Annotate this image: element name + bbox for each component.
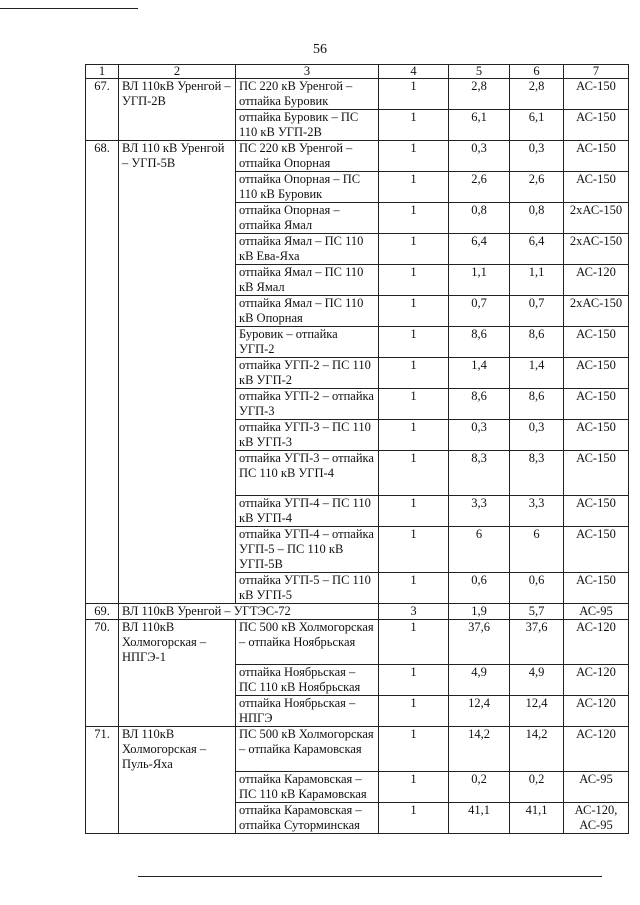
length-circuit: 4,9	[510, 665, 564, 696]
segment-name: отпайка УГП-4 – отпайка УГП-5 – ПС 110 кВ УГП-5В	[236, 527, 379, 573]
row-number: 69.	[86, 604, 119, 620]
circuit-count: 1	[379, 803, 449, 834]
length-circuit: 8,3	[510, 451, 564, 496]
length-circuit: 1,1	[510, 265, 564, 296]
length-route: 12,4	[449, 696, 510, 727]
length-route: 0,3	[449, 141, 510, 172]
length-route: 6,4	[449, 234, 510, 265]
circuit-count: 1	[379, 327, 449, 358]
conductor-type: АС-95	[564, 604, 629, 620]
length-circuit: 8,6	[510, 327, 564, 358]
conductor-type: АС-150	[564, 389, 629, 420]
length-route: 4,9	[449, 665, 510, 696]
conductor-type: 2хАС-150	[564, 296, 629, 327]
circuit-count: 1	[379, 358, 449, 389]
table-row	[86, 620, 629, 665]
top-rule	[0, 8, 138, 9]
conductor-type: АС-120	[564, 665, 629, 696]
segment-name: отпайка Буровик – ПС 110 кВ УГП-2В	[236, 110, 379, 141]
table-row	[86, 604, 629, 620]
header-col-7: 7	[564, 65, 629, 79]
table-body	[86, 65, 629, 834]
line-name: ВЛ 110кВ Холмогорская – НПГЭ-1	[119, 620, 236, 727]
row-number: 68.	[86, 141, 119, 604]
segment-name: отпайка УГП-2 – отпайка УГП-3	[236, 389, 379, 420]
line-name: ВЛ 110кВ Уренгой – УГТЭС-72	[119, 604, 379, 620]
circuit-count: 1	[379, 665, 449, 696]
length-circuit: 3,3	[510, 496, 564, 527]
conductor-type: АС-150	[564, 327, 629, 358]
transmission-lines-table	[85, 64, 629, 834]
line-name: ВЛ 110кВ Холмогорская – Пуль-Яха	[119, 727, 236, 834]
conductor-type: АС-150	[564, 141, 629, 172]
segment-name: отпайка УГП-5 – ПС 110 кВ УГП-5	[236, 573, 379, 604]
row-number: 71.	[86, 727, 119, 834]
segment-name: отпайка Карамовская – ПС 110 кВ Карамовская	[236, 772, 379, 803]
circuit-count: 1	[379, 141, 449, 172]
segment-name: ПС 500 кВ Холмогорская – отпайка Карамовская	[236, 727, 379, 772]
length-route: 1,9	[449, 604, 510, 620]
header-col-5: 5	[449, 65, 510, 79]
length-route: 8,6	[449, 389, 510, 420]
length-circuit: 6,4	[510, 234, 564, 265]
length-route: 0,8	[449, 203, 510, 234]
length-circuit: 5,7	[510, 604, 564, 620]
segment-name: отпайка Опорная – ПС 110 кВ Буровик	[236, 172, 379, 203]
circuit-count: 1	[379, 573, 449, 604]
conductor-type: 2хАС-150	[564, 234, 629, 265]
circuit-count: 1	[379, 389, 449, 420]
length-route: 6	[449, 527, 510, 573]
length-circuit: 0,7	[510, 296, 564, 327]
length-route: 0,2	[449, 772, 510, 803]
circuit-count: 1	[379, 203, 449, 234]
length-circuit: 14,2	[510, 727, 564, 772]
circuit-count: 1	[379, 451, 449, 496]
circuit-count: 1	[379, 234, 449, 265]
conductor-type: АС-120	[564, 620, 629, 665]
length-circuit: 2,8	[510, 79, 564, 110]
length-circuit: 2,6	[510, 172, 564, 203]
conductor-type: АС-120	[564, 696, 629, 727]
table-row	[86, 727, 629, 772]
length-route: 37,6	[449, 620, 510, 665]
circuit-count: 1	[379, 420, 449, 451]
length-route: 2,6	[449, 172, 510, 203]
segment-name: отпайка Ямал – ПС 110 кВ Ева-Яха	[236, 234, 379, 265]
segment-name: отпайка УГП-3 – ПС 110 кВ УГП-3	[236, 420, 379, 451]
segment-name: отпайка Опорная – отпайка Ямал	[236, 203, 379, 234]
length-circuit: 6	[510, 527, 564, 573]
conductor-type: АС-120	[564, 265, 629, 296]
length-circuit: 0,2	[510, 772, 564, 803]
header-col-6: 6	[510, 65, 564, 79]
segment-name: отпайка Ямал – ПС 110 кВ Опорная	[236, 296, 379, 327]
length-route: 0,7	[449, 296, 510, 327]
segment-name: Буровик – отпайка УГП-2	[236, 327, 379, 358]
circuit-count: 1	[379, 696, 449, 727]
segment-name: ПС 500 кВ Холмогорская – отпайка Ноябрьская	[236, 620, 379, 665]
bottom-rule	[138, 876, 602, 877]
table-row	[86, 79, 629, 110]
conductor-type: АС-150	[564, 358, 629, 389]
conductor-type: 2хАС-150	[564, 203, 629, 234]
length-route: 0,6	[449, 573, 510, 604]
segment-name: отпайка Ноябрьская – ПС 110 кВ Ноябрьская	[236, 665, 379, 696]
line-name: ВЛ 110 кВ Уренгой – УГП-5В	[119, 141, 236, 604]
segment-name: отпайка УГП-2 – ПС 110 кВ УГП-2	[236, 358, 379, 389]
conductor-type: АС-150	[564, 573, 629, 604]
row-number: 70.	[86, 620, 119, 727]
length-circuit: 8,6	[510, 389, 564, 420]
circuit-count: 1	[379, 172, 449, 203]
conductor-type: АС-150	[564, 451, 629, 496]
conductor-type: АС-150	[564, 110, 629, 141]
conductor-type: АС-150	[564, 79, 629, 110]
length-circuit: 41,1	[510, 803, 564, 834]
circuit-count: 1	[379, 79, 449, 110]
length-circuit: 12,4	[510, 696, 564, 727]
length-route: 0,3	[449, 420, 510, 451]
circuit-count: 1	[379, 265, 449, 296]
conductor-type: АС-120, АС-95	[564, 803, 629, 834]
header-col-4: 4	[379, 65, 449, 79]
segment-name: отпайка Ноябрьская – НПГЭ	[236, 696, 379, 727]
segment-name: отпайка Ямал – ПС 110 кВ Ямал	[236, 265, 379, 296]
header-row	[86, 65, 629, 79]
circuit-count: 1	[379, 496, 449, 527]
length-route: 6,1	[449, 110, 510, 141]
length-circuit: 37,6	[510, 620, 564, 665]
conductor-type: АС-150	[564, 527, 629, 573]
table-row	[86, 141, 629, 172]
circuit-count: 1	[379, 620, 449, 665]
length-route: 3,3	[449, 496, 510, 527]
circuit-count: 1	[379, 110, 449, 141]
segment-name: ПС 220 кВ Уренгой – отпайка Опорная	[236, 141, 379, 172]
segment-name: отпайка УГП-3 – отпайка ПС 110 кВ УГП-4	[236, 451, 379, 496]
conductor-type: АС-120	[564, 727, 629, 772]
length-circuit: 6,1	[510, 110, 564, 141]
length-circuit: 0,3	[510, 420, 564, 451]
conductor-type: АС-150	[564, 172, 629, 203]
page-number: 56	[313, 42, 327, 57]
circuit-count: 1	[379, 296, 449, 327]
row-number: 67.	[86, 79, 119, 141]
length-circuit: 0,6	[510, 573, 564, 604]
header-col-3: 3	[236, 65, 379, 79]
segment-name: отпайка УГП-4 – ПС 110 кВ УГП-4	[236, 496, 379, 527]
length-circuit: 1,4	[510, 358, 564, 389]
segment-name: отпайка Карамовская – отпайка Суторминская	[236, 803, 379, 834]
length-route: 8,6	[449, 327, 510, 358]
circuit-count: 1	[379, 527, 449, 573]
circuit-count: 3	[379, 604, 449, 620]
conductor-type: АС-150	[564, 496, 629, 527]
circuit-count: 1	[379, 772, 449, 803]
length-route: 1,1	[449, 265, 510, 296]
line-name: ВЛ 110кВ Уренгой – УГП-2В	[119, 79, 236, 141]
length-route: 41,1	[449, 803, 510, 834]
length-route: 8,3	[449, 451, 510, 496]
segment-name: ПС 220 кВ Уренгой – отпайка Буровик	[236, 79, 379, 110]
conductor-type: АС-95	[564, 772, 629, 803]
length-route: 14,2	[449, 727, 510, 772]
length-circuit: 0,3	[510, 141, 564, 172]
header-col-2: 2	[119, 65, 236, 79]
circuit-count: 1	[379, 727, 449, 772]
length-route: 2,8	[449, 79, 510, 110]
conductor-type: АС-150	[564, 420, 629, 451]
length-route: 1,4	[449, 358, 510, 389]
length-circuit: 0,8	[510, 203, 564, 234]
header-col-1: 1	[86, 65, 119, 79]
